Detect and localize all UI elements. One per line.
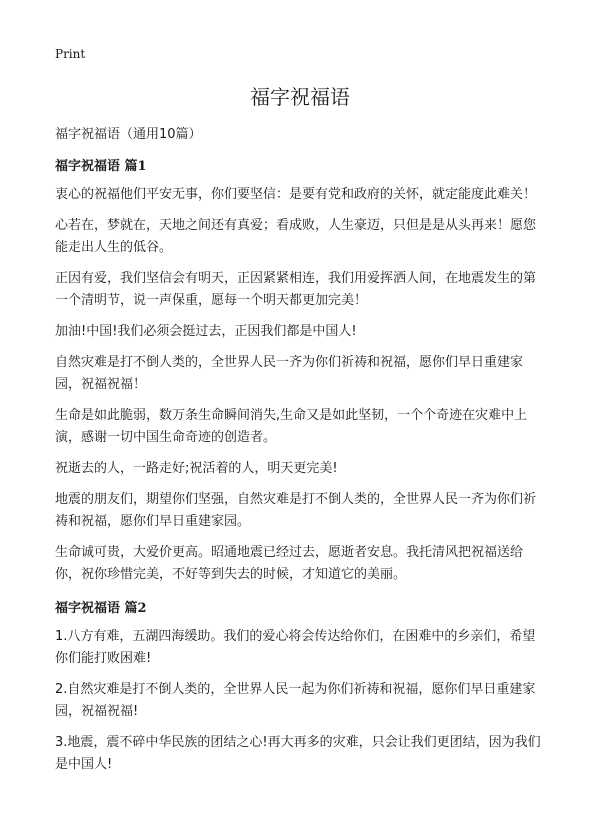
paragraph: 自然灾难是打不倒人类的，全世界人民一齐为你们祈祷和祝福，愿你们早日重建家园，祝福祝福！ [55, 355, 524, 392]
paragraph: 生命是如此脆弱，数万条生命瞬间消失,生命又是如此坚韧，一个个奇迹在灾难中上演，感谢一切中国生命奇迹的创造者。 [55, 408, 528, 445]
paragraph: 地震的朋友们，期望你们坚强，自然灾难是打不倒人类的，全世界人民一齐为你们祈祷和祝福，愿你们早日重建家园。 [55, 492, 537, 529]
document-title: 福字祝福语 [250, 85, 350, 109]
paragraph: 心若在，梦就在，天地之间还有真爱；看成败，人生豪迈，只但是是从头再来！愿您能走出人生的低谷。 [55, 218, 537, 255]
paragraph: 2.自然灾难是打不倒人类的，全世界人民一起为你们祈祷和祝福，愿你们早日重建家园，祝福祝福! [55, 682, 536, 719]
section-heading: 福字祝福语 篇2 [55, 601, 147, 616]
section-1 [55, 158, 545, 586]
paragraph: 加油!中国!我们必须会挺过去，正因我们都是中国人! [55, 324, 357, 339]
document-subtitle: 福字祝福语（通用10篇） [55, 127, 202, 142]
paragraph: 3.地震，震不碎中华民族的团结之心!再大再多的灾难，只会让我们更团结，因为我们是中国人! [55, 735, 541, 772]
paragraph: 正因有爱，我们坚信会有明天，正因紧紧相连，我们用爱挥洒人间，在地震发生的第一个清明节，说一声保重，愿每一个明天都更加完美！ [55, 271, 537, 308]
paragraph: 生命诚可贵，大爱价更高。昭通地震已经过去，愿逝者安息。我托清风把祝福送给你，祝你珍惜完美，不好等到失去的时候，才知道它的美丽。 [55, 545, 524, 582]
paragraph: 祝逝去的人，一路走好;祝活着的人，明天更完美! [55, 461, 338, 476]
paragraph: 1.八方有难，五湖四海缓助。我们的爱心将会传达给你们，在困难中的乡亲们，希望你们能打败困难! [55, 629, 536, 666]
print-label: Print [55, 47, 86, 61]
section-2 [55, 600, 545, 776]
section-heading: 福字祝福语 篇1 [55, 159, 147, 174]
paragraph: 衷心的祝福他们平安无事，你们要坚信：是要有党和政府的关怀，就定能度此难关！ [55, 187, 537, 202]
